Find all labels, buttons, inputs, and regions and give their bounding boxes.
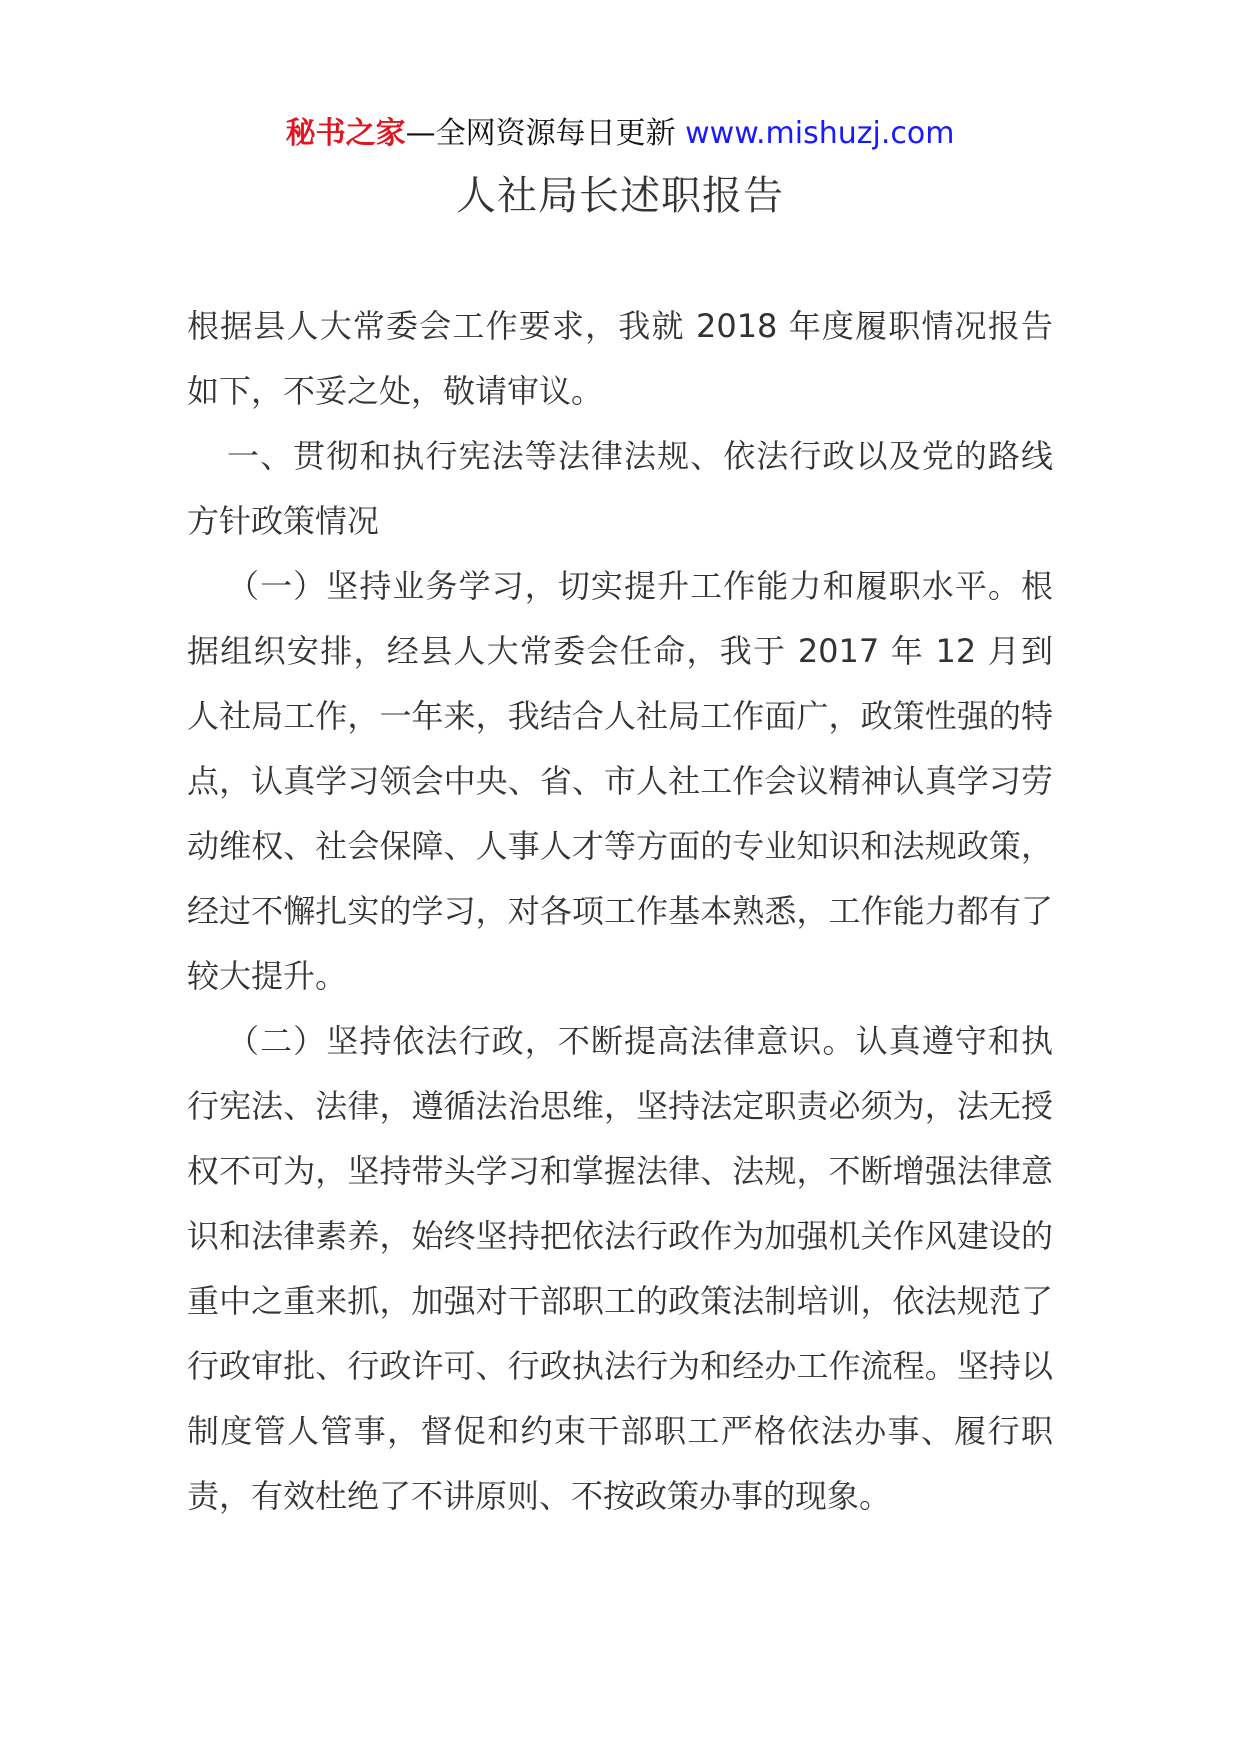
document-title: 人社局长述职报告 (456, 173, 784, 219)
body-paragraph: （二）坚持依法行政，不断提高法律意识。认真遵守和执行宪法、法律，遵循法治思维，坚持法定职责必须为，法无授权不可为，坚持带头学习和掌握法律、法规，不断增强法律意识和法律素养，始终坚持把依法行政作为加强机关作风建设的重中之重来抓，加强对干部职工的政策法制培训，依法规范了行政审批、行政许可、行政执法行为和经办工作流程。坚持以制度管人管事，督促和约束干部职工严格依法办事、履行职责，有效杜绝了不讲原则、不按政策办事的现象。 (187, 1022, 1053, 1515)
body-paragraph: （一）坚持业务学习，切实提升工作能力和履职水平。根据组织安排，经县人大常委会任命，我于 2017 年 12 月到人社局工作，一年来，我结合人社局工作面广，政策性强的特点，认真学习领会中央、省、市人社工作会议精神认真学习劳动维权、社会保障、人事人才等方面的专业知识和法规政策，经过不懈扎实的学习，对各项工作基本熟悉，工作能力都有了较大提升。 (187, 567, 1053, 995)
intro-paragraph: 根据县人大常委会工作要求，我就 2018 年度履职情况报告如下，不妥之处，敬请审议。 (187, 307, 1053, 410)
section-heading: 一、贯彻和执行宪法等法律法规、依法行政以及党的路线方针政策情况 (187, 437, 1053, 540)
site-url-link[interactable]: www.mishuzj.com (685, 116, 955, 151)
banner-tagline: —全网资源每日更新 (405, 116, 686, 151)
brand-name: 秘书之家 (285, 116, 406, 151)
document-body (187, 294, 1053, 1529)
site-banner (0, 114, 1240, 154)
